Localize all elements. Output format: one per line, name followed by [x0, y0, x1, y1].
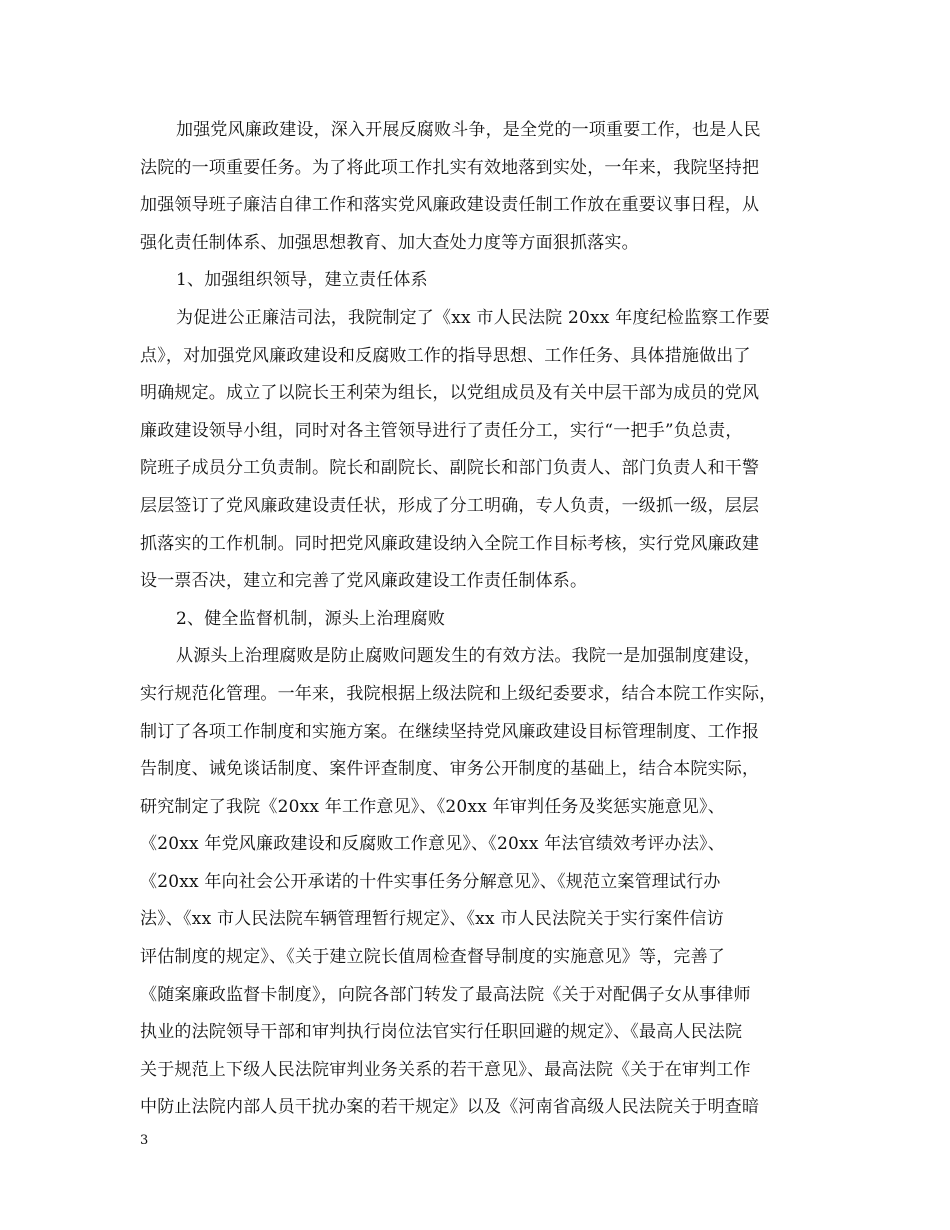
paragraph-line: 为促进公正廉洁司法，我院制定了《xx 市人民法院 20xx 年度纪检监察工作要	[176, 307, 770, 328]
paragraph-line: 《20xx 年党风廉政建设和反腐败工作意见》、《20xx 年法官绩效考评办法》、	[140, 834, 725, 855]
paragraph-line: 执业的法院领导干部和审判执行岗位法官实行任职回避的规定》、《最高人民法院	[140, 1022, 743, 1043]
paragraph-line: 点》，对加强党风廉政建设和反腐败工作的指导思想、工作任务、具体措施做出了	[140, 345, 751, 366]
paragraph-line: 法》、《xx 市人民法院车辆管理暂行规定》、《xx 市人民法院关于实行案件信访	[140, 909, 724, 930]
page-number: 3	[140, 1133, 149, 1148]
paragraph-line: 从源头上治理腐败是防止腐败问题发生的有效方法。我院一是加强制度建设，	[176, 646, 761, 667]
paragraph-line: 研究制定了我院《20xx 年工作意见》、《20xx 年审判任务及奖惩实施意见》、	[140, 796, 725, 817]
paragraph-line: 《随案廉政监督卡制度》，向院各部门转发了最高法院《关于对配偶子女从事律师	[140, 984, 751, 1005]
paragraph-line: 法院的一项重要任务。为了将此项工作扎实有效地落到实处，一年来，我院坚持把	[140, 157, 760, 178]
paragraph-line: 层层签订了党风廉政建设责任状，形成了分工明确，专人负责，一级抓一级，层层	[140, 495, 760, 516]
paragraph-line: 院班子成员分工负责制。院长和副院长、副院长和部门负责人、部门负责人和干警	[140, 458, 760, 479]
paragraph-line: 廉政建设领导小组，同时对各主管领导进行了责任分工，实行“一把手”负总责，	[140, 420, 743, 441]
paragraph-line: 中防止法院内部人员干扰办案的若干规定》以及《河南省高级人民法院关于明查暗	[140, 1097, 760, 1118]
paragraph-line: 设一票否决，建立和完善了党风廉政建设工作责任制体系。	[140, 571, 588, 592]
paragraph-line: 强化责任制体系、加强思想教育、加大查处力度等方面狠抓落实。	[140, 232, 639, 253]
paragraph-line: 加强党风廉政建设，深入开展反腐败斗争，是全党的一项重要工作，也是人民	[176, 120, 761, 140]
paragraph-line: 评估制度的规定》、《关于建立院长值周检查督导制度的实施意见》等，完善了	[140, 947, 725, 968]
paragraph-line: 告制度、诫免谈话制度、案件评查制度、审务公开制度的基础上，结合本院实际，	[140, 759, 760, 780]
section-heading: 1、加强组织领导，建立责任体系	[176, 270, 428, 291]
paragraph-line: 《20xx 年向社会公开承诺的十件实事任务分解意见》、《规范立案管理试行办	[140, 871, 721, 892]
paragraph-line: 明确规定。成立了以院长王利荣为组长，以党组成员及有关中层干部为成员的党风	[140, 383, 760, 404]
paragraph-line: 实行规范化管理。一年来，我院根据上级法院和上级纪委要求，结合本院工作实际，	[140, 683, 777, 704]
paragraph-line: 加强领导班子廉洁自律工作和落实党风廉政建设责任制工作放在重要议事日程，从	[140, 195, 760, 216]
section-heading: 2、健全监督机制，源头上治理腐败	[176, 608, 446, 629]
document-body	[140, 112, 830, 1127]
paragraph-line: 制订了各项工作制度和实施方案。在继续坚持党风廉政建设目标管理制度、工作报	[140, 721, 760, 742]
paragraph-line: 关于规范上下级人民法院审判业务关系的若干意见》、最高法院《关于在审判工作	[140, 1059, 751, 1080]
paragraph-line: 抓落实的工作机制。同时把党风廉政建设纳入全院工作目标考核，实行党风廉政建	[140, 533, 760, 554]
